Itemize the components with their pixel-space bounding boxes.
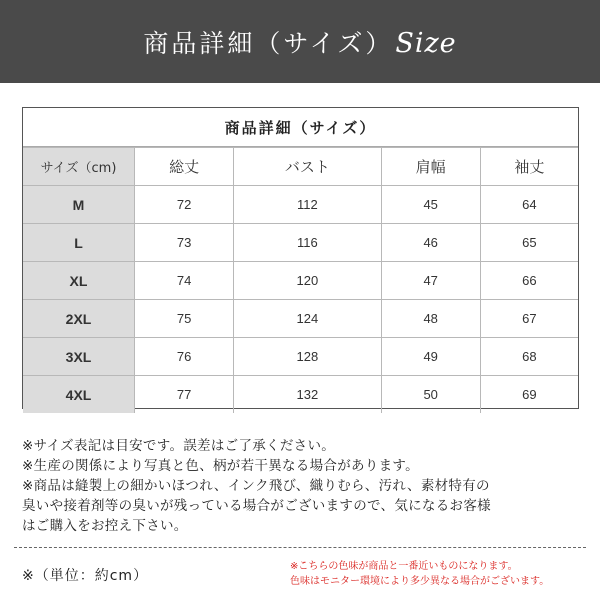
table-cell: 124: [234, 300, 381, 338]
size-table: [22, 107, 579, 409]
caution-line: ※こちらの色味が商品と一番近いものになります。: [290, 561, 518, 572]
color-caution: [290, 559, 590, 589]
size-cell: 2XL: [23, 300, 135, 338]
note-line: ※商品は縫製上の細かいほつれ、インク飛び、織りむら、汚れ、素材特有の: [22, 478, 490, 494]
table-row: [23, 224, 578, 262]
note-line: ※生産の関係により写真と色、柄が若干異なる場合があります。: [22, 458, 419, 474]
dashed-divider: [14, 547, 586, 548]
table-cell: 112: [234, 186, 381, 224]
note-line: 臭いや接着剤等の臭いが残っている場合がございますので、気になるお客様: [22, 498, 491, 514]
table-cell: 45: [381, 186, 480, 224]
table-cell: 65: [480, 224, 578, 262]
header-length: 総丈: [135, 148, 234, 186]
table-cell: 67: [480, 300, 578, 338]
header-bust: バスト: [234, 148, 381, 186]
size-cell: L: [23, 224, 135, 262]
table-cell: 69: [480, 376, 578, 414]
table-cell: 73: [135, 224, 234, 262]
size-table-title: 商品詳細（サイズ）: [23, 108, 578, 147]
table-cell: 48: [381, 300, 480, 338]
table-cell: 74: [135, 262, 234, 300]
table-header-row: [23, 148, 578, 186]
notes-block: [22, 436, 582, 536]
table-row: [23, 376, 578, 414]
header-banner: [0, 0, 600, 83]
table-cell: 49: [381, 338, 480, 376]
table-row: [23, 338, 578, 376]
header-sleeve: 袖丈: [480, 148, 578, 186]
table-cell: 66: [480, 262, 578, 300]
table-cell: 76: [135, 338, 234, 376]
table-cell: 50: [381, 376, 480, 414]
size-cell: M: [23, 186, 135, 224]
caution-line: 色味はモニター環境により多少異なる場合がございます。: [290, 576, 550, 587]
header-size: サイズ（cm): [23, 148, 135, 186]
table-cell: 64: [480, 186, 578, 224]
note-line: ※サイズ表記は目安です。誤差はご了承ください。: [22, 438, 336, 454]
table-cell: 116: [234, 224, 381, 262]
table-cell: 128: [234, 338, 381, 376]
banner-title: 商品詳細（サイズ）: [143, 28, 394, 58]
table-row: [23, 262, 578, 300]
size-cell: 3XL: [23, 338, 135, 376]
table-row: [23, 186, 578, 224]
unit-note: ※（単位：約cm）: [22, 568, 149, 584]
size-cell: XL: [23, 262, 135, 300]
banner-heading: [143, 24, 456, 60]
table-cell: 77: [135, 376, 234, 414]
banner-size-word: Size: [395, 27, 457, 59]
table-cell: 75: [135, 300, 234, 338]
table-cell: 120: [234, 262, 381, 300]
table-cell: 47: [381, 262, 480, 300]
header-shoulder: 肩幅: [381, 148, 480, 186]
size-table-grid: [23, 147, 578, 413]
table-cell: 68: [480, 338, 578, 376]
size-cell: 4XL: [23, 376, 135, 414]
table-cell: 46: [381, 224, 480, 262]
table-cell: 132: [234, 376, 381, 414]
note-line: はご購入をお控え下さい。: [22, 518, 188, 534]
table-row: [23, 300, 578, 338]
table-cell: 72: [135, 186, 234, 224]
